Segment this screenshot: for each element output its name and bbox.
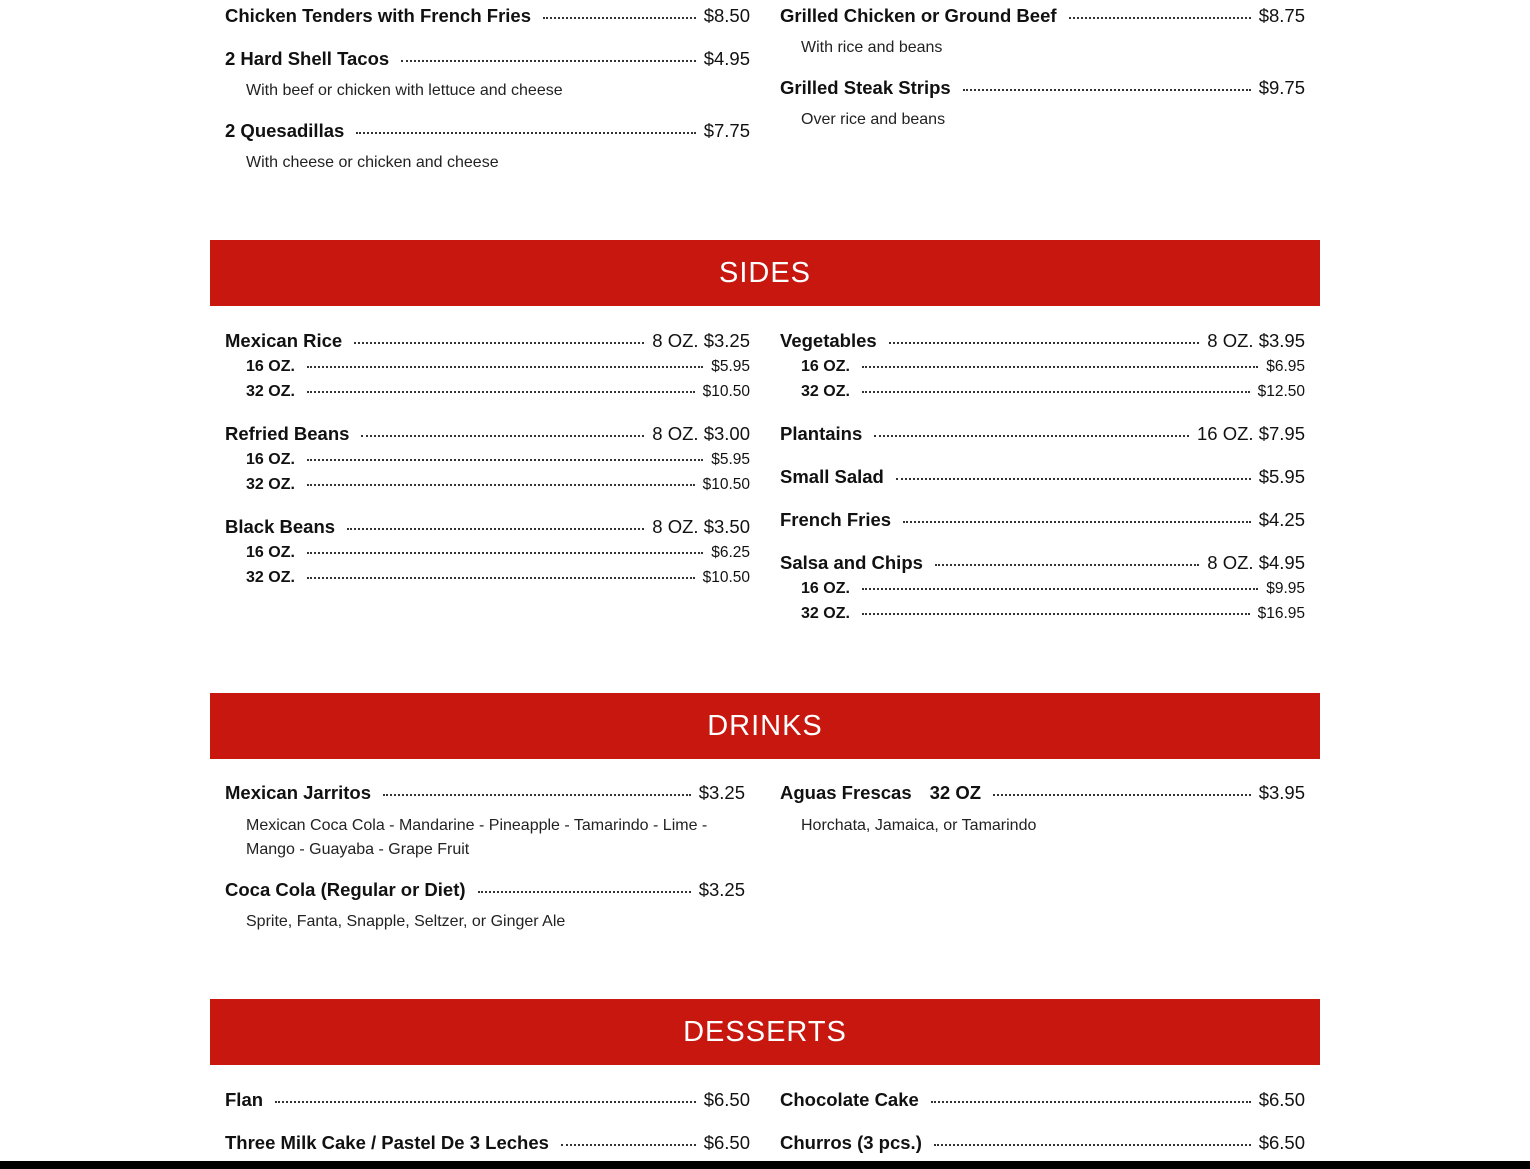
menu-item <box>225 120 750 142</box>
section-title: DRINKS <box>707 709 823 742</box>
size-price: $5.95 <box>711 451 750 468</box>
size-option <box>246 383 750 401</box>
size-option <box>246 476 750 494</box>
menu-item <box>225 1089 750 1111</box>
section-banner-desserts <box>210 999 1320 1065</box>
menu-item <box>780 330 1305 352</box>
menu-item <box>225 423 750 445</box>
leader-dots <box>862 613 1250 615</box>
menu-item <box>225 516 750 538</box>
item-description: Horchata, Jamaica, or Tamarindo <box>801 817 1037 834</box>
item-price: $3.25 <box>698 782 745 803</box>
leader-dots <box>963 89 1251 91</box>
leader-dots <box>993 794 1251 796</box>
item-price: $3.25 <box>698 879 745 900</box>
menu-item <box>225 5 750 27</box>
size-price: $16.95 <box>1257 605 1305 622</box>
item-price: $6.50 <box>703 1132 750 1153</box>
item-name: Churros (3 pcs.) <box>780 1132 922 1153</box>
item-price: $8.75 <box>1258 5 1305 26</box>
item-price: $7.75 <box>703 120 750 141</box>
item-name: Small Salad <box>780 466 884 487</box>
item-price: 16 OZ. $7.95 <box>1197 423 1305 444</box>
item-price: $6.50 <box>1258 1132 1305 1153</box>
item-name: Aguas Frescas <box>780 782 912 803</box>
item-price: 8 OZ. $4.95 <box>1207 552 1305 573</box>
size-option <box>801 605 1305 623</box>
leader-dots <box>931 1101 1251 1103</box>
size-price: $10.50 <box>702 569 750 586</box>
menu-item <box>780 423 1305 445</box>
size-option <box>246 569 750 587</box>
menu-item <box>225 48 750 70</box>
size-option <box>801 580 1305 598</box>
leader-dots <box>903 521 1251 523</box>
item-description: Sprite, Fanta, Snapple, Seltzer, or Ginger Ale <box>246 913 566 930</box>
item-price: $9.75 <box>1258 77 1305 98</box>
item-name: Mexican Rice <box>225 330 343 351</box>
item-size: 32 OZ <box>929 782 982 803</box>
size-price: $6.25 <box>711 544 750 561</box>
item-name: Black Beans <box>225 516 336 537</box>
item-price: 8 OZ. $3.95 <box>1207 330 1305 351</box>
item-description: With rice and beans <box>801 39 943 56</box>
leader-dots <box>383 794 691 796</box>
size-price: $6.95 <box>1266 358 1305 375</box>
size-price: $10.50 <box>702 383 750 400</box>
menu-item <box>225 782 745 804</box>
item-price: $3.95 <box>1258 782 1305 803</box>
size-option <box>246 451 750 469</box>
item-name: 2 Hard Shell Tacos <box>225 48 390 69</box>
item-name: Flan <box>225 1089 264 1110</box>
leader-dots <box>401 60 696 62</box>
leader-dots <box>307 577 695 579</box>
item-price: 8 OZ. $3.00 <box>652 423 750 444</box>
section-banner-drinks <box>210 693 1320 759</box>
item-name: 2 Quesadillas <box>225 120 345 141</box>
leader-dots <box>307 552 703 554</box>
menu-item <box>225 879 745 901</box>
item-price: $6.50 <box>703 1089 750 1110</box>
size-label: 16 OZ. <box>246 451 295 468</box>
leader-dots <box>275 1101 696 1103</box>
item-description: Mexican Coca Cola - Mandarine - Pineapple - Tamarindo - Lime - Mango - Guayaba - Grape Fruit <box>246 817 708 858</box>
section-title: SIDES <box>718 256 812 289</box>
size-label: 32 OZ. <box>246 476 295 493</box>
leader-dots <box>874 435 1189 437</box>
menu-item <box>780 509 1305 531</box>
item-price: $8.50 <box>703 5 750 26</box>
leader-dots <box>307 484 695 486</box>
leader-dots <box>307 391 695 393</box>
size-option <box>246 544 750 562</box>
leader-dots <box>361 435 644 437</box>
item-price: 8 OZ. $3.50 <box>652 516 750 537</box>
leader-dots <box>307 459 703 461</box>
leader-dots <box>347 528 644 530</box>
leader-dots <box>934 1144 1251 1146</box>
leader-dots <box>935 564 1199 566</box>
menu-item <box>225 330 750 352</box>
item-name: Salsa and Chips <box>780 552 923 573</box>
leader-dots <box>356 132 695 134</box>
item-name: Plantains <box>780 423 863 444</box>
item-name: Mexican Jarritos <box>225 782 372 803</box>
size-label: 32 OZ. <box>246 569 295 586</box>
item-price: $4.25 <box>1258 509 1305 530</box>
size-price: $10.50 <box>702 476 750 493</box>
size-label: 16 OZ. <box>801 358 850 375</box>
section-banner-sides <box>210 240 1320 306</box>
size-price: $9.95 <box>1266 580 1305 597</box>
item-name: Chocolate Cake <box>780 1089 919 1110</box>
size-label: 32 OZ. <box>801 605 850 622</box>
item-name: Refried Beans <box>225 423 350 444</box>
size-price: $5.95 <box>711 358 750 375</box>
size-label: 16 OZ. <box>246 358 295 375</box>
leader-dots <box>543 17 696 19</box>
leader-dots <box>862 588 1258 590</box>
leader-dots <box>862 391 1250 393</box>
menu-item <box>780 5 1305 27</box>
menu-item <box>780 77 1305 99</box>
item-name: Three Milk Cake / Pastel De 3 Leches <box>225 1132 549 1153</box>
item-price: 8 OZ. $3.25 <box>652 330 750 351</box>
item-description: With beef or chicken with lettuce and cheese <box>246 82 563 99</box>
menu-item <box>780 552 1305 574</box>
item-price: $6.50 <box>1258 1089 1305 1110</box>
size-label: 32 OZ. <box>801 383 850 400</box>
item-name: Grilled Steak Strips <box>780 77 951 98</box>
menu-item <box>780 782 1305 804</box>
leader-dots <box>307 366 703 368</box>
item-name: Chicken Tenders with French Fries <box>225 5 532 26</box>
size-option <box>246 358 750 376</box>
menu-item <box>780 1089 1305 1111</box>
size-option <box>801 383 1305 401</box>
size-option <box>801 358 1305 376</box>
leader-dots <box>1069 17 1251 19</box>
leader-dots <box>889 342 1200 344</box>
bottom-edge-bar <box>0 1161 1530 1169</box>
item-price: $5.95 <box>1258 466 1305 487</box>
item-description: With cheese or chicken and cheese <box>246 154 499 171</box>
leader-dots <box>896 478 1251 480</box>
menu-item <box>780 466 1305 488</box>
item-price: $4.95 <box>703 48 750 69</box>
item-description: Over rice and beans <box>801 111 946 128</box>
item-name: Grilled Chicken or Ground Beef <box>780 5 1057 26</box>
item-name: French Fries <box>780 509 892 530</box>
section-title: DESSERTS <box>683 1015 847 1048</box>
leader-dots <box>862 366 1258 368</box>
leader-dots <box>354 342 644 344</box>
size-label: 16 OZ. <box>801 580 850 597</box>
size-label: 16 OZ. <box>246 544 295 561</box>
size-price: $12.50 <box>1257 383 1305 400</box>
leader-dots <box>478 891 691 893</box>
menu-item <box>225 1132 750 1154</box>
size-label: 32 OZ. <box>246 383 295 400</box>
menu-item <box>780 1132 1305 1154</box>
item-name: Coca Cola (Regular or Diet) <box>225 879 466 900</box>
leader-dots <box>561 1144 696 1146</box>
item-name: Vegetables <box>780 330 877 351</box>
